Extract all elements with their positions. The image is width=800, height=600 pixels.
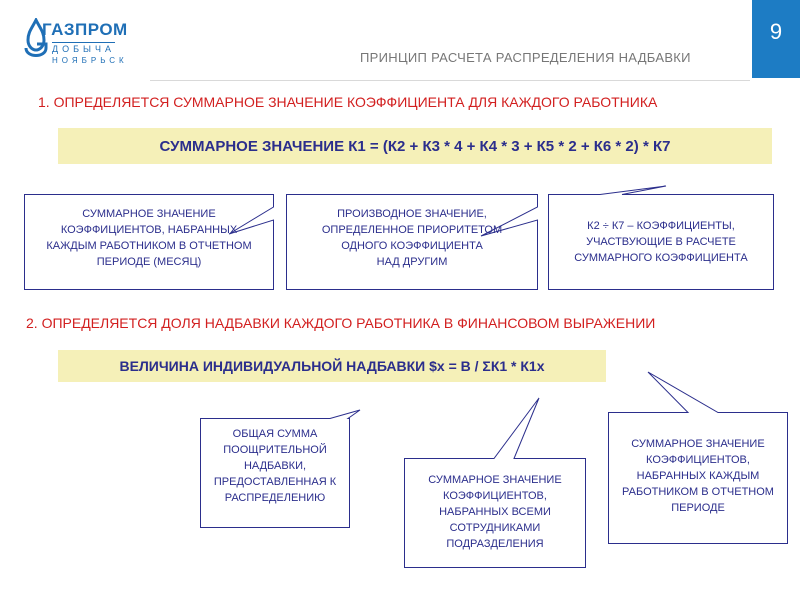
callout-2-1 bbox=[200, 418, 350, 528]
callout-line: ОДНОГО КОЭФФИЦИЕНТА bbox=[341, 240, 483, 252]
section-2-formula: ВЕЛИЧИНА ИНДИВИДУАЛЬНОЙ НАДБАВКИ $x = B / ΣК1 * К1x bbox=[58, 350, 606, 382]
callout-line: ПРЕДОСТАВЛЕННАЯ К bbox=[213, 476, 337, 488]
callout-2-2 bbox=[404, 458, 586, 568]
logo-line-2: ДОБЫЧА bbox=[52, 44, 115, 54]
callout-1-2 bbox=[286, 194, 538, 290]
title-divider bbox=[150, 80, 750, 81]
callout-line: К2 ÷ К7 – КОЭФФИЦИЕНТЫ, bbox=[587, 220, 735, 232]
callout-line: НАДБАВКИ, bbox=[243, 460, 307, 472]
callout-line: КОЭФФИЦИЕНТОВ, НАБРАННЫХ bbox=[60, 224, 238, 236]
callout-line: СУММАРНОЕ ЗНАЧЕНИЕ bbox=[428, 474, 562, 486]
callout-line: СУММАРНОГО КОЭФФИЦИЕНТА bbox=[574, 252, 748, 264]
callout-line: НАБРАННЫХ КАЖДЫМ bbox=[636, 470, 760, 482]
callout-line: НАД ДРУГИМ bbox=[376, 256, 448, 268]
callout-line: ПООЩРИТЕЛЬНОЙ bbox=[223, 444, 327, 456]
callout-line: ПЕРИОДЕ bbox=[671, 502, 725, 514]
section-2-heading: 2. ОПРЕДЕЛЯЕТСЯ ДОЛЯ НАДБАВКИ КАЖДОГО РАБОТНИКА В ФИНАНСОВОМ ВЫРАЖЕНИИ bbox=[26, 315, 656, 331]
callout-line: УЧАСТВУЮЩИЕ В РАСЧЕТЕ bbox=[586, 236, 736, 248]
callout-line: ОБЩАЯ СУММА bbox=[232, 428, 318, 440]
callout-line: НАБРАННЫХ ВСЕМИ bbox=[439, 506, 551, 518]
callout-line: ОПРЕДЕЛЕННОЕ ПРИОРИТЕТОМ bbox=[321, 224, 503, 236]
callout-line: РАСПРЕДЕЛЕНИЮ bbox=[224, 492, 326, 504]
callout-1-3 bbox=[548, 194, 774, 290]
page-number-badge: 9 bbox=[752, 0, 800, 78]
section-1-heading: 1. ОПРЕДЕЛЯЕТСЯ СУММАРНОЕ ЗНАЧЕНИЕ КОЭФФИЦИЕНТА ДЛЯ КАЖДОГО РАБОТНИКА bbox=[38, 94, 658, 110]
callout-1-1 bbox=[24, 194, 274, 290]
callout-line: РАБОТНИКОМ В ОТЧЕТНОМ bbox=[622, 486, 774, 498]
callout-line: ПРОИЗВОДНОЕ ЗНАЧЕНИЕ, bbox=[337, 208, 487, 220]
logo-line-3: НОЯБРЬСК bbox=[52, 56, 128, 65]
callout-line: СУММАРНОЕ ЗНАЧЕНИЕ bbox=[82, 208, 216, 220]
callout-line: СОТРУДНИКАМИ bbox=[449, 522, 541, 534]
callout-line: КОЭФФИЦИЕНТОВ, bbox=[646, 454, 750, 466]
callout-line: СУММАРНОЕ ЗНАЧЕНИЕ bbox=[631, 438, 765, 450]
company-logo bbox=[22, 18, 132, 68]
page-title: ПРИНЦИП РАСЧЕТА РАСПРЕДЕЛЕНИЯ НАДБАВКИ bbox=[360, 50, 691, 65]
callout-line: ПОДРАЗДЕЛЕНИЯ bbox=[446, 538, 544, 550]
callout-2-3 bbox=[608, 412, 788, 544]
section-1-formula: СУММАРНОЕ ЗНАЧЕНИЕ К1 = (К2 + К3 * 4 + К4 * 3 + К5 * 2 + К6 * 2) * К7 bbox=[58, 128, 772, 164]
callout-line: КОЭФФИЦИЕНТОВ, bbox=[443, 490, 547, 502]
callout-line: КАЖДЫМ РАБОТНИКОМ В ОТЧЕТНОМ bbox=[46, 240, 252, 252]
callout-line: ПЕРИОДЕ (МЕСЯЦ) bbox=[96, 256, 202, 268]
logo-line-1: ГАЗПРОМ bbox=[42, 20, 128, 39]
